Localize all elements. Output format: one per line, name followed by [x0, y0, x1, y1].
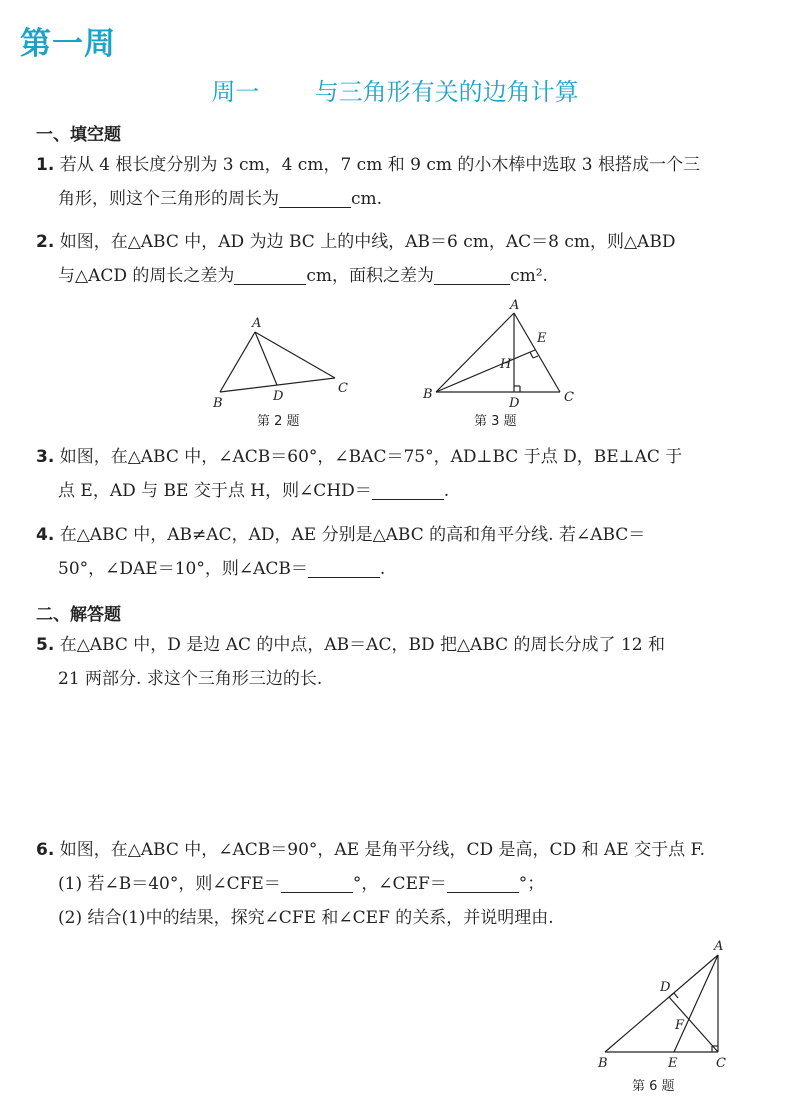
right-angle-mark — [530, 352, 533, 358]
question-number: 6. — [36, 840, 55, 860]
label-E: E — [537, 331, 547, 346]
answer-blank[interactable] — [279, 189, 351, 208]
figure-caption: 第 3 题 — [474, 414, 517, 429]
day-heading — [0, 72, 790, 107]
q2-line2c: cm². — [510, 266, 548, 286]
question-number: 2. — [36, 232, 55, 252]
q6-sub2: (2) 结合(1)中的结果，探究∠CFE 和∠CEF 的关系，并说明理由. — [58, 908, 554, 928]
label-B: B — [598, 1056, 608, 1071]
right-angle-mark — [674, 993, 678, 998]
q2-line1: 如图，在△ABC 中，AD 为边 BC 上的中线，AB＝6 cm，AC＝8 cm，则△ABD — [59, 232, 676, 252]
q2-line2a: 与△ACD 的周长之差为 — [58, 266, 235, 286]
answer-blank[interactable] — [447, 874, 519, 893]
q4-line2b: . — [379, 559, 386, 579]
label-C: C — [564, 390, 574, 405]
figure-3 — [418, 295, 593, 435]
section-fill-blank: 一、填空题 — [36, 125, 121, 145]
q1-line2b: cm. — [351, 189, 383, 209]
question-number: 3. — [36, 447, 55, 467]
side-AC — [514, 313, 560, 392]
altitude-BE — [436, 350, 535, 392]
q3-line1: 如图，在△ABC 中，∠ACB＝60°，∠BAC＝75°，AD⊥BC 于点 D，BE⊥AC 于 — [59, 447, 683, 467]
q5-line1: 在△ABC 中，D 是边 AC 的中点，AB＝AC，BD 把△ABC 的周长分成了 12 和 — [59, 635, 665, 655]
median-AD — [255, 332, 277, 385]
q6-sub1c: °； — [518, 874, 545, 894]
q6-sub1b: °，∠CEF＝ — [352, 874, 447, 894]
side-AB — [605, 955, 718, 1052]
q3-line2b: . — [443, 481, 450, 501]
q3-line2a: 点 E，AD 与 BE 交于点 H，则∠CHD＝ — [58, 481, 372, 501]
bisector-AE — [674, 955, 718, 1052]
label-A: A — [714, 939, 724, 954]
side-AB — [436, 313, 514, 392]
question-2 — [36, 225, 756, 293]
label-C: C — [716, 1056, 726, 1071]
question-1 — [36, 148, 756, 216]
q5-line2: 21 两部分. 求这个三角形三边的长. — [58, 669, 323, 689]
q2-line2b: cm，面积之差为 — [306, 266, 435, 286]
q1-line2a: 角形，则这个三角形的周长为 — [58, 189, 279, 209]
q6-sub1a: (1) 若∠B＝40°，则∠CFE＝ — [58, 874, 281, 894]
question-number: 4. — [36, 525, 55, 545]
question-3 — [36, 440, 756, 508]
question-number: 5. — [36, 635, 55, 655]
question-number: 1. — [36, 155, 55, 175]
day-label: 周一 — [211, 78, 260, 106]
label-D: D — [273, 389, 284, 404]
day-topic: 与三角形有关的边角计算 — [314, 78, 579, 106]
q4-line2a: 50°，∠DAE＝10°，则∠ACB＝ — [58, 559, 308, 579]
q1-line1: 若从 4 根长度分别为 3 cm，4 cm，7 cm 和 9 cm 的小木棒中选取 3 根搭成一个三 — [59, 155, 701, 175]
side-AC — [255, 332, 335, 378]
q6-line1: 如图，在△ABC 中，∠ACB＝90°，AE 是角平分线，CD 是高，CD 和 AE 交于点 F. — [59, 840, 706, 860]
answer-blank[interactable] — [281, 874, 353, 893]
figure-caption: 第 2 题 — [257, 414, 300, 429]
label-B: B — [213, 396, 223, 411]
label-H: H — [500, 357, 512, 372]
answer-blank[interactable] — [234, 266, 306, 285]
label-A: A — [252, 316, 262, 331]
section-solve: 二、解答题 — [36, 605, 121, 625]
answer-blank[interactable] — [434, 266, 510, 285]
q4-line1: 在△ABC 中，AB≠AC，AD，AE 分别是△ABC 的高和角平分线. 若∠ABC＝ — [59, 525, 646, 545]
question-4 — [36, 518, 756, 586]
answer-blank[interactable] — [308, 559, 380, 578]
right-angle-mark — [533, 356, 538, 358]
label-D: D — [660, 980, 671, 995]
figure-caption: 第 6 题 — [632, 1079, 675, 1094]
question-5 — [36, 628, 756, 696]
answer-blank[interactable] — [372, 481, 444, 500]
question-6 — [36, 833, 756, 935]
label-E: E — [668, 1056, 678, 1071]
label-D: D — [509, 396, 520, 411]
side-AB — [220, 332, 255, 392]
label-C: C — [338, 381, 348, 396]
label-F: F — [675, 1018, 685, 1033]
week-title: 第一周 — [20, 26, 116, 62]
figure-6 — [590, 935, 740, 1100]
label-B: B — [423, 387, 433, 402]
figure-2 — [205, 310, 365, 435]
label-A: A — [510, 298, 520, 313]
